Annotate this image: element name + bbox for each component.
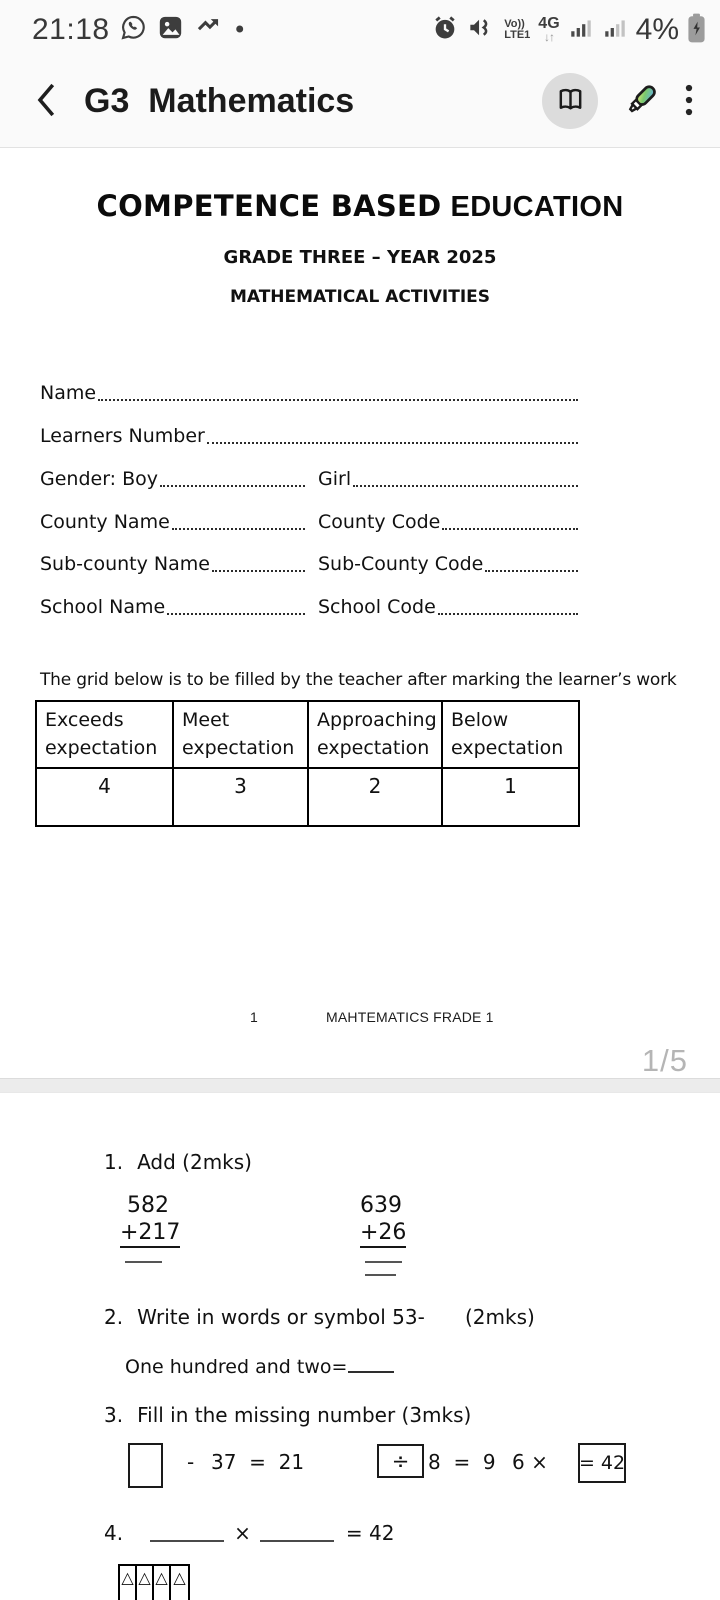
dotted-line bbox=[485, 553, 578, 572]
mute-vibrate-icon bbox=[467, 14, 496, 45]
app-bar-actions bbox=[542, 73, 694, 129]
sum-bottom-operand: +26 bbox=[360, 1220, 406, 1248]
highlighter-pen-icon bbox=[622, 81, 660, 122]
battery-percentage: 4% bbox=[635, 12, 679, 46]
rubric-value-row bbox=[37, 769, 578, 825]
field-row-county bbox=[40, 511, 578, 533]
exam-subtitle-grade: GRADE THREE – YEAR 2025 bbox=[223, 247, 497, 268]
more-notifications-dot: • bbox=[232, 15, 247, 44]
signal-strength-icon-sim1 bbox=[568, 15, 594, 45]
document-page-2 bbox=[0, 1093, 720, 1599]
minus-operator: - bbox=[187, 1450, 195, 1474]
rubric-value-cell: 3 bbox=[174, 769, 309, 825]
question-number: 1. bbox=[104, 1150, 124, 1174]
equation-result: = 42 bbox=[345, 1521, 395, 1545]
app-bar bbox=[0, 55, 720, 147]
dotted-line bbox=[212, 553, 305, 572]
question-3 bbox=[104, 1403, 471, 1427]
dotted-line bbox=[172, 511, 305, 530]
missed-call-icon bbox=[194, 14, 223, 45]
field-row-name bbox=[40, 382, 578, 404]
question-number: 2. bbox=[104, 1305, 124, 1329]
question-number: 4. bbox=[104, 1521, 124, 1545]
question-text: Write in words or symbol 53- bbox=[137, 1305, 425, 1329]
question-number: 3. bbox=[104, 1403, 124, 1427]
rubric-instruction: The grid below is to be filled by the teacher after marking the learner’s work bbox=[40, 670, 677, 690]
dotted-line bbox=[98, 382, 578, 401]
rubric-table bbox=[35, 700, 580, 827]
addition-sum-2 bbox=[360, 1193, 406, 1276]
three-dot-menu-icon bbox=[684, 82, 694, 121]
question-2-subline bbox=[125, 1355, 394, 1378]
dotted-line bbox=[353, 468, 578, 487]
addition-sum-1 bbox=[120, 1193, 180, 1263]
alarm-icon bbox=[431, 14, 459, 46]
open-book-icon bbox=[555, 84, 586, 118]
page-footer-number: 1 bbox=[250, 1009, 258, 1025]
page-separator bbox=[0, 1078, 720, 1093]
rubric-header-cell: Below expectation bbox=[451, 709, 564, 759]
question-text: Add (2mks) bbox=[137, 1150, 252, 1174]
status-bar-right bbox=[431, 13, 706, 47]
page-footer-text: MAHTEMATICS FRADE 1 bbox=[326, 1009, 494, 1025]
exam-heading-regular: EDUCATION bbox=[450, 191, 624, 223]
subline-text: One hundred and two= bbox=[125, 1356, 348, 1378]
answer-blank bbox=[348, 1355, 394, 1373]
question-2-marks: (2mks) bbox=[465, 1305, 535, 1329]
document-title: G3 Mathematics bbox=[84, 81, 355, 120]
triangle-icon: △ bbox=[154, 1566, 171, 1600]
rubric-header-cell: Exceeds expectation bbox=[37, 702, 174, 767]
highlighter-pen-button[interactable] bbox=[622, 81, 660, 122]
field-label: Girl bbox=[318, 468, 352, 490]
missing-number-box bbox=[128, 1443, 163, 1488]
back-button[interactable] bbox=[24, 79, 68, 123]
field-label: Name bbox=[40, 382, 97, 404]
page-indicator: 1/5 bbox=[641, 1043, 688, 1078]
sum-bottom-operand: +217 bbox=[120, 1220, 180, 1248]
rubric-value-cell: 1 bbox=[504, 774, 517, 799]
dotted-line bbox=[207, 425, 578, 444]
field-label: Learners Number bbox=[40, 425, 205, 447]
dotted-line bbox=[442, 511, 578, 530]
field-row-subcounty bbox=[40, 553, 578, 575]
reading-mode-button[interactable] bbox=[542, 73, 598, 129]
field-label: Gender: Boy bbox=[40, 468, 159, 490]
missing-number-box-divide: ÷ bbox=[377, 1444, 424, 1478]
rubric-value-cell: 2 bbox=[309, 769, 443, 825]
answer-line bbox=[365, 1274, 396, 1276]
battery-charging-icon bbox=[687, 13, 706, 47]
equation-row bbox=[0, 1443, 720, 1491]
triangle-icon: △ bbox=[173, 1568, 186, 1587]
missing-number-box-result: = 42 bbox=[578, 1443, 626, 1483]
triangle-icon: △ bbox=[120, 1566, 137, 1600]
system-header bbox=[0, 0, 720, 148]
volte-indicator: Vo)) LTE1 bbox=[504, 17, 531, 41]
dotted-line bbox=[160, 468, 305, 487]
overflow-menu-button[interactable] bbox=[684, 82, 694, 121]
field-label: School Code bbox=[318, 596, 436, 618]
triangle-counting-grid bbox=[118, 1564, 190, 1600]
triangle-icon: △ bbox=[137, 1566, 154, 1600]
gallery-icon bbox=[157, 14, 184, 45]
clock-time: 21:18 bbox=[32, 12, 110, 46]
sum-top-operand: 582 bbox=[127, 1193, 169, 1218]
document-viewer[interactable] bbox=[0, 149, 720, 1599]
sum-top-operand: 639 bbox=[360, 1193, 402, 1218]
field-label: County Code bbox=[318, 511, 441, 533]
field-label: Sub-county Name bbox=[40, 553, 210, 575]
chevron-left-icon bbox=[33, 82, 59, 121]
equation-1-body: 37 = 21 bbox=[211, 1450, 305, 1474]
dotted-line bbox=[438, 596, 578, 615]
exam-heading-strong: COMPETENCE BASED bbox=[96, 189, 442, 223]
field-label: Sub-County Code bbox=[318, 553, 484, 575]
field-label: School Name bbox=[40, 596, 166, 618]
status-bar-left bbox=[32, 13, 247, 47]
question-1 bbox=[104, 1150, 252, 1174]
field-row-school bbox=[40, 596, 578, 618]
answer-blank bbox=[260, 1540, 334, 1542]
signal-strength-icon-sim2 bbox=[602, 15, 628, 45]
dotted-line bbox=[167, 596, 305, 615]
answer-blank bbox=[150, 1540, 224, 1542]
equation-2-body: 8 = 9 bbox=[428, 1450, 496, 1474]
answer-line bbox=[125, 1261, 162, 1263]
rubric-header-cell: Meet expectation bbox=[174, 702, 309, 767]
question-2 bbox=[104, 1305, 425, 1329]
exam-subtitle-subject: MATHEMATICAL ACTIVITIES bbox=[229, 287, 491, 307]
field-row-learner-number bbox=[40, 425, 578, 447]
document-page-1 bbox=[0, 149, 720, 1078]
status-bar bbox=[0, 0, 720, 55]
rubric-value-cell: 4 bbox=[37, 769, 174, 825]
multiply-operator: × bbox=[234, 1521, 251, 1545]
question-text: Fill in the missing number (3mks) bbox=[137, 1403, 472, 1427]
rubric-header-row bbox=[37, 702, 578, 769]
whatsapp-icon bbox=[120, 14, 147, 45]
answer-line bbox=[365, 1261, 402, 1263]
equation-3-prefix: 6 × bbox=[512, 1450, 548, 1474]
field-label: County Name bbox=[40, 511, 170, 533]
question-4 bbox=[104, 1521, 394, 1545]
network-type-indicator: 4G ↓↑ bbox=[538, 14, 560, 44]
field-row-gender bbox=[40, 468, 578, 490]
exam-heading bbox=[0, 189, 720, 224]
rubric-header-cell: Approaching expectation bbox=[309, 702, 443, 767]
